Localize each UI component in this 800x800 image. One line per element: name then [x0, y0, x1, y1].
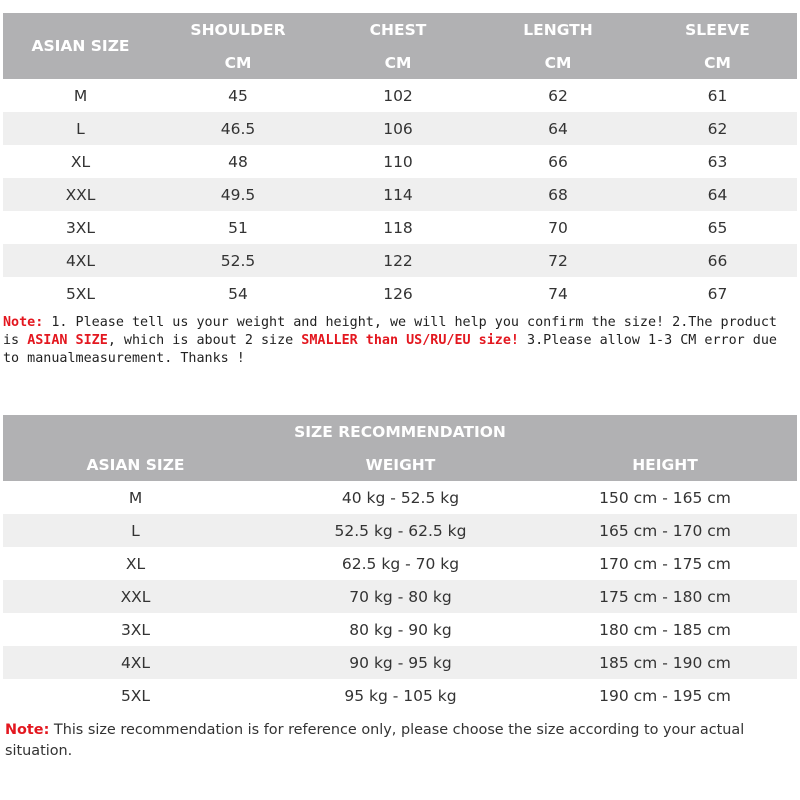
size-cell: XL	[70, 152, 91, 171]
sleeve-cell: 62	[707, 119, 728, 138]
length-cell: 68	[548, 185, 568, 204]
length-cell: 64	[548, 119, 568, 138]
note-text: 1. Please tell us your weight and height, we will help you confirm the size! 2.The product is	[3, 315, 777, 348]
height-cell: 180 cm - 185 cm	[599, 620, 731, 639]
table-row	[3, 178, 797, 211]
size-chart-body	[3, 79, 797, 310]
table-row	[3, 244, 797, 277]
shoulder-cell: 49.5	[220, 185, 256, 204]
size-cell: XXL	[120, 587, 151, 606]
header-chest-unit: CM	[384, 53, 412, 72]
length-cell: 72	[548, 251, 568, 270]
table-row	[3, 679, 797, 712]
table-row	[3, 277, 797, 310]
weight-cell: 62.5 kg - 70 kg	[341, 554, 460, 573]
shoulder-cell: 46.5	[220, 119, 256, 138]
size-cell: XL	[125, 554, 146, 573]
size-cell: M	[128, 488, 143, 507]
size-cell: XXL	[65, 185, 96, 204]
table-row	[3, 514, 797, 547]
weight-cell: 70 kg - 80 kg	[349, 587, 452, 606]
length-cell: 74	[548, 284, 568, 303]
table-row	[3, 79, 797, 112]
height-cell: 175 cm - 180 cm	[599, 587, 731, 606]
size-cell: 5XL	[120, 686, 151, 705]
note-label: Note:	[3, 315, 44, 330]
header-length-unit: CM	[544, 53, 572, 72]
header-asian-size: ASIAN SIZE	[86, 455, 185, 474]
size-cell: 4XL	[120, 653, 151, 672]
sleeve-cell: 66	[707, 251, 728, 270]
size-cell: 3XL	[120, 620, 151, 639]
height-cell: 170 cm - 175 cm	[599, 554, 731, 573]
shoulder-cell: 54	[228, 284, 248, 303]
header-height: HEIGHT	[632, 455, 698, 474]
table-row	[3, 580, 797, 613]
note-text: 3.Please allow 1-3 CM error due to manualmeasurement. Thanks !	[3, 333, 777, 366]
weight-cell: 90 kg - 95 kg	[349, 653, 452, 672]
sleeve-cell: 67	[707, 284, 728, 303]
note-highlight-exclamation: !	[510, 333, 519, 348]
size-cell: L	[76, 119, 85, 138]
size-chart-table	[3, 13, 797, 310]
shoulder-cell: 45	[228, 86, 248, 105]
header-sleeve: SLEEVE	[685, 20, 750, 39]
sleeve-cell: 64	[707, 185, 728, 204]
chest-cell: 126	[383, 284, 413, 303]
recommendation-note	[5, 720, 795, 762]
weight-cell: 80 kg - 90 kg	[349, 620, 452, 639]
weight-cell: 40 kg - 52.5 kg	[341, 488, 460, 507]
sleeve-cell: 63	[707, 152, 728, 171]
table-row	[3, 481, 797, 514]
header-length: LENGTH	[523, 20, 593, 39]
note-text: , which is about 2 size	[107, 333, 302, 348]
chest-cell: 122	[383, 251, 413, 270]
shoulder-cell: 52.5	[220, 251, 256, 270]
table-row	[3, 211, 797, 244]
table-row	[3, 613, 797, 646]
height-cell: 190 cm - 195 cm	[599, 686, 731, 705]
note-text: This size recommendation is for reference only, please choose the size according to your actual situation.	[5, 722, 745, 759]
size-cell: 5XL	[65, 284, 96, 303]
size-cell: 4XL	[65, 251, 96, 270]
sleeve-cell: 65	[707, 218, 728, 237]
weight-cell: 95 kg - 105 kg	[344, 686, 457, 705]
height-cell: 185 cm - 190 cm	[599, 653, 731, 672]
chest-cell: 114	[383, 185, 413, 204]
chest-cell: 118	[383, 218, 413, 237]
header-shoulder-unit: CM	[224, 53, 252, 72]
size-note	[3, 314, 797, 368]
size-recommendation-table	[3, 415, 797, 712]
size-cell: L	[131, 521, 140, 540]
header-weight: WEIGHT	[365, 455, 436, 474]
chest-cell: 110	[383, 152, 413, 171]
length-cell: 70	[548, 218, 568, 237]
note-highlight-smaller: SMALLER than US/RU/EU size	[301, 333, 511, 348]
header-sleeve-unit: CM	[704, 53, 731, 72]
sleeve-cell: 61	[707, 86, 728, 105]
height-cell: 150 cm - 165 cm	[599, 488, 731, 507]
note-highlight-asian-size: ASIAN SIZE	[27, 333, 108, 348]
size-chart-header	[3, 13, 797, 79]
size-cell: M	[73, 86, 88, 105]
recommendation-title: SIZE RECOMMENDATION	[294, 422, 506, 441]
table-row	[3, 646, 797, 679]
weight-cell: 52.5 kg - 62.5 kg	[334, 521, 467, 540]
height-cell: 165 cm - 170 cm	[599, 521, 731, 540]
header-chest: CHEST	[369, 20, 427, 39]
recommendation-header	[3, 415, 797, 481]
recommendation-body	[3, 481, 797, 712]
table-row	[3, 145, 797, 178]
header-shoulder: SHOULDER	[190, 20, 286, 39]
length-cell: 66	[548, 152, 568, 171]
chest-cell: 106	[383, 119, 413, 138]
header-asian-size: ASIAN SIZE	[31, 37, 130, 55]
table-row	[3, 112, 797, 145]
note-label: Note:	[5, 722, 50, 738]
chest-cell: 102	[383, 86, 413, 105]
shoulder-cell: 48	[228, 152, 248, 171]
length-cell: 62	[548, 86, 568, 105]
shoulder-cell: 51	[228, 218, 248, 237]
table-row	[3, 547, 797, 580]
size-cell: 3XL	[65, 218, 96, 237]
